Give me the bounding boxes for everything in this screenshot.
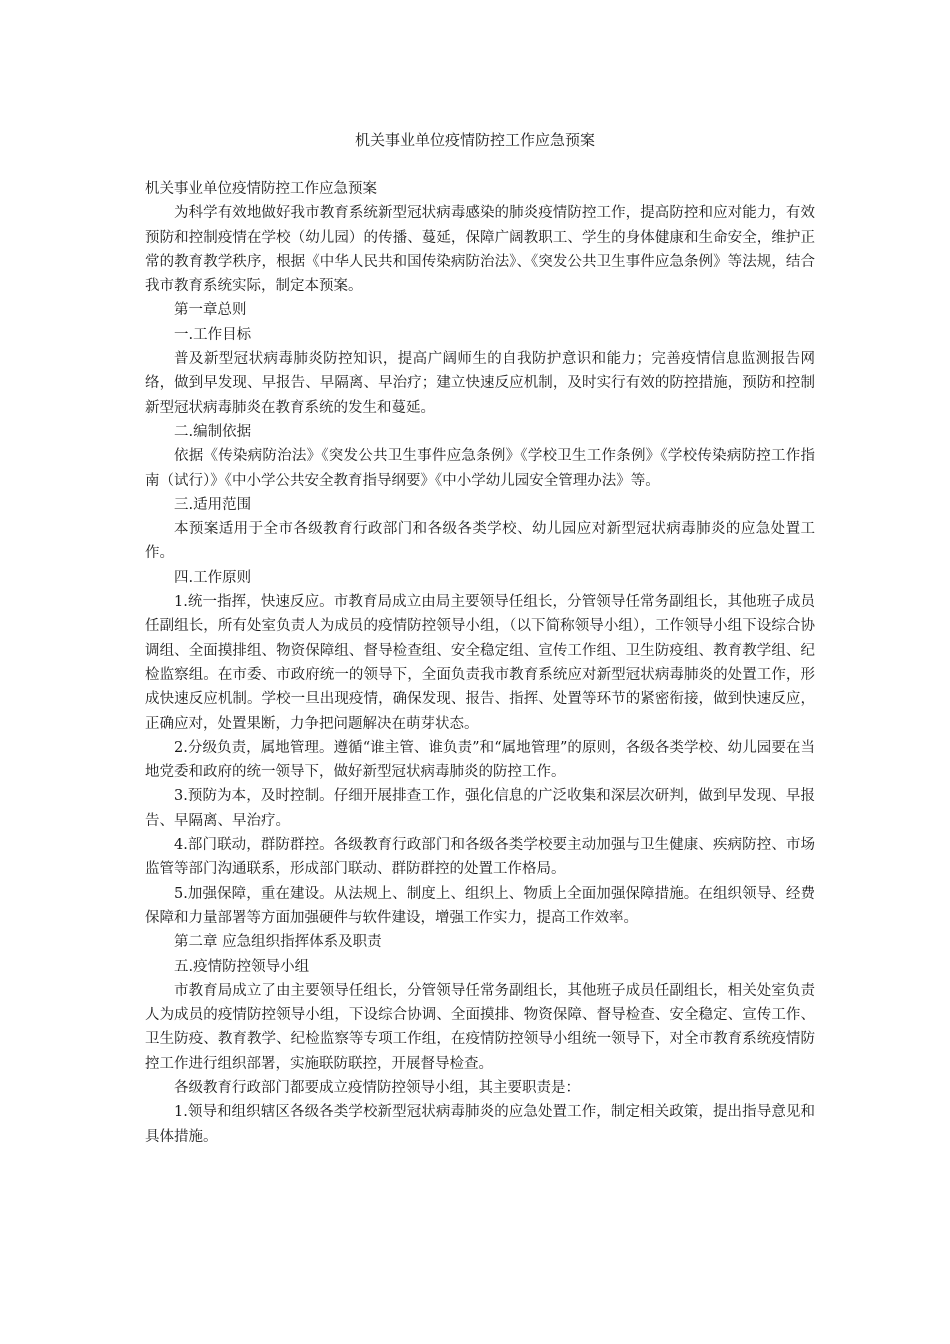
section-heading: 二.编制依据 bbox=[174, 423, 252, 440]
paragraph: 2.分级负责，属地管理。遵循“谁主管、谁负责”和“属地管理”的原则，各级各类学校、幼儿园要在当地党委和政府的统一领导下，做好新型冠状病毒肺炎的防控工作。 bbox=[145, 739, 815, 781]
paragraph: 1.领导和组织辖区各级各类学校新型冠状病毒肺炎的应急处置工作，制定相关政策，提出指导意见和具体措施。 bbox=[145, 1104, 815, 1145]
paragraph: 1.统一指挥，快速反应。市教育局成立由局主要领导任组长，分管领导任常务副组长，其他班子成员任副组长，所有处室负责人为成员的疫情防控领导小组，（以下简称领导小组），工作领导小组下设综合协调组、全面摸排组、物资保障组、督导检查组、安全稳定组、宣传工作组、卫生防疫组、教育教学组、纪检监察组。在市委、市政府统一的领导下，全面负责我市教育系统应对新型冠状病毒肺炎的处置工作，形成快速反应机制。学校一旦出现疫情，确保发现、报告、指挥、处置等环节的紧密衔接，做到快速反应，正确应对，处置果断，力争把问题解决在萌芽状态。 bbox=[145, 594, 815, 732]
section-heading: 四.工作原则 bbox=[174, 569, 252, 586]
paragraph-intro: 为科学有效地做好我市教育系统新型冠状病毒感染的肺炎疫情防控工作，提高防控和应对能力，有效预防和控制疫情在学校（幼儿园）的传播、蔓延，保障广阔教职工、学生的身体健康和生命安全，维护正常的教育教学秩序，根据《中华人民共和国传染病防治法》、《突发公共卫生事件应急条例》等法规，结合我市教育系统实际，制定本预案。 bbox=[145, 205, 815, 295]
document-title: 机关事业单位疫情防控工作应急预案 bbox=[354, 131, 595, 149]
paragraph: 市教育局成立了由主要领导任组长，分管领导任常务副组长，其他班子成员任副组长，相关处室负责人为成员的疫情防控领导小组，下设综合协调、全面摸排、物资保障、督导检查、安全稳定、宣传工作、卫生防疫、教育教学、纪检监察等专项工作组，在疫情防控领导小组统一领导下，对全市教育系统疫情防控工作进行组织部署，实施联防联控，开展督导检查。 bbox=[145, 982, 815, 1072]
paragraph: 普及新型冠状病毒肺炎防控知识，提高广阔师生的自我防护意识和能力；完善疫情信息监测报告网络，做到早发现、早报告、早隔离、早治疗；建立快速反应机制，及时实行有效的防控措施，预防和控制新型冠状病毒肺炎在教育系统的发生和蔓延。 bbox=[145, 351, 815, 416]
chapter-heading: 第一章总则 bbox=[174, 302, 247, 319]
paragraph: 依据《传染病防治法》《突发公共卫生事件应急条例》《学校卫生工作条例》《学校传染病防控工作指南（试行）》《中小学公共安全教育指导纲要》《中小学幼儿园安全管理办法》等。 bbox=[145, 448, 815, 489]
paragraph: 本预案适用于全市各级教育行政部门和各级各类学校、幼儿园应对新型冠状病毒肺炎的应急处置工作。 bbox=[145, 521, 815, 562]
paragraph: 3.预防为本，及时控制。仔细开展排查工作，强化信息的广泛收集和深层次研判，做到早发现、早报告、早隔离、早治疗。 bbox=[145, 788, 815, 829]
section-heading: 五.疫情防控领导小组 bbox=[174, 958, 310, 975]
section-heading: 一.工作目标 bbox=[174, 326, 252, 343]
chapter-heading: 第二章 应急组织指挥体系及职责 bbox=[174, 934, 382, 951]
document-body bbox=[145, 177, 815, 1149]
paragraph-subtitle: 机关事业单位疫情防控工作应急预案 bbox=[145, 181, 377, 197]
paragraph: 5.加强保障，重在建设。从法规上、制度上、组织上、物质上全面加强保障措施。在组织领导、经费保障和力量部署等方面加强硬件与软件建设，增强工作实力，提高工作效率。 bbox=[145, 885, 815, 926]
section-heading: 三.适用范围 bbox=[174, 496, 252, 513]
paragraph: 4.部门联动，群防群控。各级教育行政部门和各级各类学校要主动加强与卫生健康、疾病防控、市场监管等部门沟通联系，形成部门联动、群防群控的处置工作格局。 bbox=[145, 837, 815, 878]
paragraph: 各级教育行政部门都要成立疫情防控领导小组，其主要职责是： bbox=[174, 1079, 580, 1096]
